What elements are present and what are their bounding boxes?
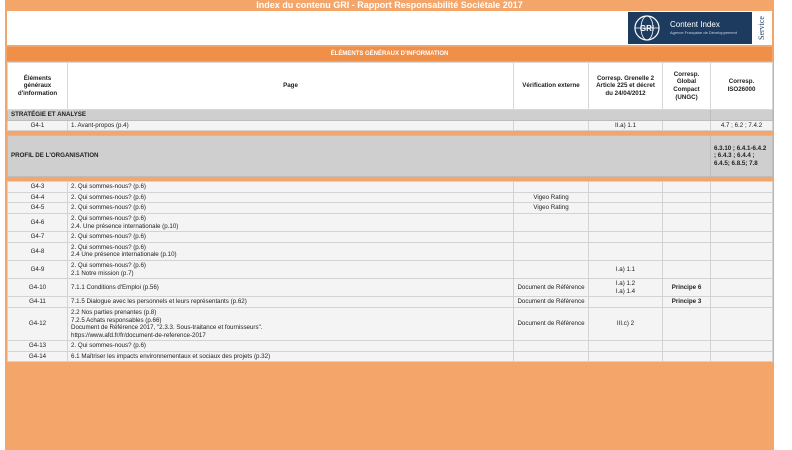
cell-grenelle (589, 192, 663, 203)
cell-verification: Document de Référence (514, 279, 589, 297)
grenelle-ref-line: I.a) 1.4 (615, 287, 636, 295)
table-row (8, 203, 773, 214)
page-ref-line: 2. Qui sommes-nous? (p.6) (71, 183, 146, 191)
page-ref-line: 7.2.5 Achats responsables (p.66) (71, 316, 162, 324)
cell-iso (711, 182, 773, 193)
cell-ungc (663, 203, 711, 214)
report-frame (5, 0, 774, 450)
category-row-strategy (8, 110, 773, 121)
cell-page (68, 279, 514, 297)
cell-iso (711, 203, 773, 214)
cell-element-code: G4-13 (8, 341, 68, 352)
cell-iso (711, 341, 773, 352)
cell-ungc (663, 242, 711, 260)
cell-iso (711, 242, 773, 260)
cell-element-code: G4-12 (8, 307, 68, 340)
page-ref-line: 2. Qui sommes-nous? (p.6) (71, 204, 146, 212)
page-ref-line: 1. Avant-propos (p.4) (71, 121, 129, 129)
cell-ungc (663, 232, 711, 243)
table-row (8, 260, 773, 278)
cell-ungc: Principe 3 (663, 297, 711, 308)
cell-verification: Vigeo Rating (514, 203, 589, 214)
page-ref-line: 6.1 Maîtriser les impacts environnementaux et sociaux des projets (p.32) (71, 352, 271, 360)
page-ref-line: 2. Qui sommes-nous? (p.6) (71, 261, 146, 269)
column-header-verification: Vérification externe (514, 63, 589, 110)
table-row (8, 341, 773, 352)
cell-iso (711, 213, 773, 231)
cell-grenelle (589, 341, 663, 352)
cell-ungc (663, 213, 711, 231)
cell-page (68, 232, 514, 243)
cell-iso (711, 260, 773, 278)
category-row-profile (8, 136, 773, 177)
page-ref-line: 7.1.1 Conditions d'Emploi (p.56) (71, 283, 159, 291)
cell-ungc (663, 120, 711, 131)
cell-element-code: G4-3 (8, 182, 68, 193)
cell-page (68, 297, 514, 308)
cell-iso (711, 297, 773, 308)
page-ref-line: 2.4. Une présence internationale (p.10) (71, 222, 179, 230)
page-ref-line: 2.1 Notre mission (p.7) (71, 269, 134, 277)
gri-index-table (7, 62, 773, 362)
cell-page (68, 307, 514, 340)
page-ref-line: 2. Qui sommes-nous? (p.6) (71, 342, 146, 350)
cell-iso (711, 279, 773, 297)
table-row (8, 351, 773, 362)
category-label: STRATÉGIE ET ANALYSE (8, 110, 711, 121)
cell-page (68, 213, 514, 231)
header-logo-area (7, 11, 772, 45)
cell-iso: 4.7 ; 6.2 ; 7.4.2 (711, 120, 773, 131)
page-ref-line: 2. Qui sommes-nous? (p.6) (71, 214, 146, 222)
table-body (8, 110, 773, 362)
cell-grenelle: III.c) 2 (589, 307, 663, 340)
cell-verification (514, 213, 589, 231)
grenelle-ref-line: I.a) 1.2 (615, 280, 636, 288)
cell-verification (514, 260, 589, 278)
cell-element-code: G4-14 (8, 351, 68, 362)
page-ref-line: Document de Référence 2017, "2.3.3. Sous-traitance et fournisseurs". (71, 324, 263, 332)
table-row (8, 307, 773, 340)
cell-element-code: G4-9 (8, 260, 68, 278)
service-tag (751, 12, 770, 44)
column-header-iso: Corresp. ISO26000 (711, 63, 773, 110)
column-header-grenelle: Corresp. Grenelle 2 Article 225 et décret du 24/04/2012 (589, 63, 663, 110)
cell-element-code: G4-11 (8, 297, 68, 308)
cell-iso (711, 351, 773, 362)
table-row (8, 213, 773, 231)
service-label: Service (756, 16, 766, 40)
cell-element-code: G4-5 (8, 203, 68, 214)
cell-grenelle (589, 297, 663, 308)
gri-brand-text: GRI (639, 24, 655, 33)
cell-verification (514, 242, 589, 260)
cell-grenelle: I.a) 1.1 (589, 260, 663, 278)
cell-element-code: G4-8 (8, 242, 68, 260)
cell-element-code: G4-10 (8, 279, 68, 297)
column-header-element: Éléments généraux d'information (8, 63, 68, 110)
column-header-page: Page (68, 63, 514, 110)
column-header-ungc: Corresp. Global Compact (UNGC) (663, 63, 711, 110)
cell-element-code: G4-1 (8, 120, 68, 131)
page-ref-line: https://www.afd.fr/fr/document-de-reference-2017 (71, 331, 206, 339)
logo-title: Content Index (670, 20, 720, 29)
cell-grenelle (589, 351, 663, 362)
cell-verification (514, 182, 589, 193)
category-iso (711, 110, 773, 121)
table-row (8, 232, 773, 243)
cell-ungc (663, 182, 711, 193)
table-row (8, 192, 773, 203)
logo-subtitle: Agence Française de Développement (670, 30, 737, 35)
cell-verification (514, 120, 589, 131)
table-row (8, 120, 773, 131)
cell-grenelle (589, 242, 663, 260)
cell-iso (711, 192, 773, 203)
cell-page (68, 351, 514, 362)
cell-element-code: G4-6 (8, 213, 68, 231)
cell-grenelle (589, 182, 663, 193)
cell-page (68, 192, 514, 203)
page-ref-line: 2. Qui sommes-nous? (p.6) (71, 243, 146, 251)
cell-verification: Vigeo Rating (514, 192, 589, 203)
cell-ungc (663, 260, 711, 278)
page-ref-line: 2.2 Nos parties prenantes (p.8) (71, 308, 157, 316)
cell-ungc (663, 341, 711, 352)
page-ref-line: 7.1.5 Dialogue avec les personnels et leurs représentants (p.62) (71, 298, 247, 306)
cell-ungc (663, 307, 711, 340)
cell-verification: Document de Référence (514, 297, 589, 308)
cell-grenelle (589, 279, 663, 297)
cell-page (68, 182, 514, 193)
table-row (8, 297, 773, 308)
cell-verification (514, 351, 589, 362)
cell-ungc: Principe 6 (663, 279, 711, 297)
table-header-row (8, 63, 773, 110)
gri-logo (628, 12, 770, 44)
gri-logo-text (670, 20, 737, 36)
cell-verification: Document de Référence (514, 307, 589, 340)
cell-page (68, 120, 514, 131)
cell-ungc (663, 192, 711, 203)
cell-grenelle (589, 213, 663, 231)
cell-verification (514, 232, 589, 243)
section-title: ÉLÉMENTS GÉNÉRAUX D'INFORMATION (7, 47, 772, 61)
cell-element-code: G4-4 (8, 192, 68, 203)
cell-page (68, 341, 514, 352)
cell-page (68, 260, 514, 278)
page-ref-line: 2. Qui sommes-nous? (p.6) (71, 193, 146, 201)
cell-grenelle (589, 232, 663, 243)
cell-iso (711, 232, 773, 243)
cell-verification (514, 341, 589, 352)
cell-iso (711, 307, 773, 340)
category-iso: 6.3.10 ; 6.4.1-6.4.2 ; 6.4.3 ; 6.4.4 ; 6.4.5; 6.8.5; 7.8 (711, 136, 773, 177)
table-row (8, 242, 773, 260)
cell-page (68, 203, 514, 214)
table-row (8, 279, 773, 297)
cell-ungc (663, 351, 711, 362)
cell-page (68, 242, 514, 260)
gri-globe-icon (632, 13, 662, 43)
cell-grenelle: II.a) 1.1 (589, 120, 663, 131)
table-row (8, 182, 773, 193)
category-label: PROFIL DE L'ORGANISATION (8, 136, 711, 177)
cell-element-code: G4-7 (8, 232, 68, 243)
report-title: Index du contenu GRI - Rapport Responsabilité Sociétale 2017 (256, 0, 523, 10)
page-ref-line: 2. Qui sommes-nous? (p.6) (71, 233, 146, 241)
cell-grenelle (589, 203, 663, 214)
page-ref-line: 2.4 Une présence internationale (p.10) (71, 251, 177, 259)
